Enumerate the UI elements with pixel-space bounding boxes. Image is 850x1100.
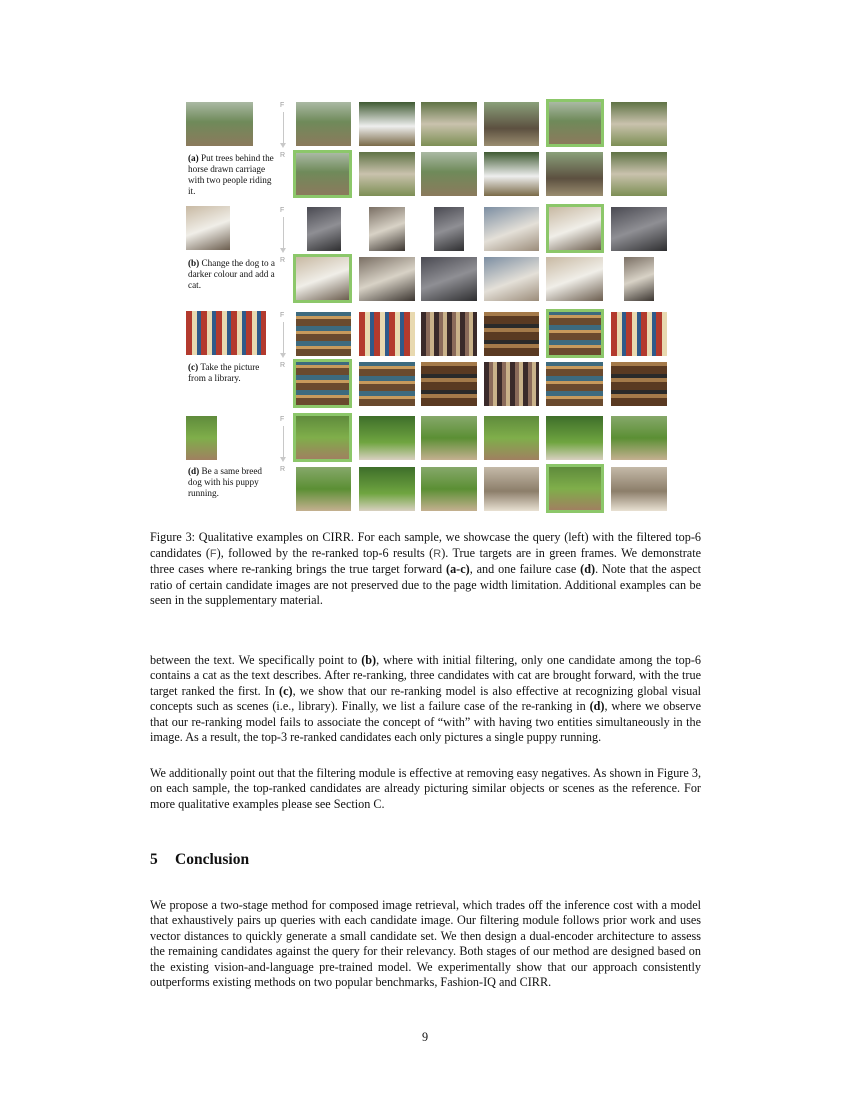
page-number: 9	[421, 1030, 429, 1044]
candidate-reranked-c-3	[421, 362, 477, 406]
row-label-filtered: F	[280, 416, 285, 423]
candidate-filtered-a-3	[421, 102, 477, 146]
candidate-reranked-c-4	[484, 362, 539, 406]
candidate-reranked-d-3	[421, 467, 477, 511]
row-label-filtered: F	[280, 102, 285, 109]
down-arrow-icon	[283, 217, 284, 249]
candidate-filtered-a-5-true-target	[546, 99, 604, 147]
candidate-filtered-c-4	[484, 312, 539, 356]
candidate-filtered-b-2	[369, 207, 405, 251]
row-label-reranked: R	[280, 466, 286, 473]
query-image-b	[186, 206, 230, 250]
row-label-filtered: F	[280, 312, 285, 319]
row-label-reranked: R	[280, 362, 286, 369]
candidate-reranked-b-3	[421, 257, 477, 301]
candidate-filtered-a-4	[484, 102, 539, 146]
row-label-reranked: R	[280, 257, 286, 264]
candidate-filtered-b-4	[484, 207, 539, 251]
query-image-d	[186, 416, 217, 460]
figure-3	[0, 0, 850, 520]
candidate-reranked-b-2	[359, 257, 415, 301]
down-arrow-icon	[283, 426, 284, 458]
down-arrow-icon	[283, 112, 284, 144]
candidate-reranked-c-1-true-target	[293, 359, 352, 408]
candidate-filtered-b-5-true-target	[546, 204, 604, 253]
query-caption-a: (a) Put trees behind the horse drawn carriage with two people riding it.	[188, 153, 274, 196]
candidate-filtered-b-1	[307, 207, 341, 251]
candidate-reranked-a-4	[484, 152, 539, 196]
candidate-filtered-d-2	[359, 416, 415, 460]
candidate-reranked-d-6	[611, 467, 667, 511]
query-caption-d: (d) Be a same breed dog with his puppy running.	[188, 466, 262, 498]
candidate-filtered-c-5-true-target	[546, 309, 604, 358]
query-caption-c: (c) Take the picture from a library.	[188, 362, 260, 383]
candidate-filtered-c-1	[296, 312, 351, 356]
candidate-reranked-a-6	[611, 152, 667, 196]
paragraph-conclusion: We propose a two-stage method for composed image retrieval, which trades off the inference cost with a model that exhaustively pairs up queries with each candidate image. Our filtering module follows prior work and uses vector distances to quickly generate a small candidate set. We then design a dual-encoder architecture to assess the remaining candidates against the query for their relevancy. Both stages of our method are designed based on the existing vision-and-language pre-trained model. We experimentally show that our approach consistently outperforms existing methods on two popular benchmarks, Fashion-IQ and CIRR.	[150, 898, 701, 990]
candidate-reranked-c-6	[611, 362, 667, 406]
candidate-filtered-c-6	[611, 312, 667, 356]
candidate-filtered-d-3	[421, 416, 477, 460]
candidate-filtered-c-2	[359, 312, 415, 356]
section-heading-conclusion: 5 Conclusion	[150, 851, 250, 868]
candidate-filtered-d-5	[546, 416, 603, 460]
candidate-filtered-a-6	[611, 102, 667, 146]
candidate-reranked-b-1-true-target	[293, 254, 352, 303]
row-label-filtered: F	[280, 207, 285, 214]
candidate-reranked-b-4	[484, 257, 539, 301]
candidate-reranked-d-5-true-target	[546, 464, 604, 513]
candidate-reranked-a-5	[546, 152, 603, 196]
candidate-reranked-d-1	[296, 467, 351, 511]
down-arrow-icon	[283, 322, 284, 354]
candidate-filtered-d-1-true-target	[293, 413, 352, 462]
query-caption-b: (b) Change the dog to a darker colour and add a cat.	[188, 258, 276, 290]
paragraph-discussion: between the text. We specifically point to (b), where with initial filtering, only one candidate among the top-6 contains a cat as the text describes. After re-ranking, three candidates with cat are brought forward, with the true target ranked the first. In (c), we show that our re-ranking model is also effective at recognizing global visual concepts such as scenes (i.e., library). Finally, we list a failure case of the re-ranking in (d), where we observe that our re-ranking model fails to associate the concept of “with” with having two entities simultaneously in the image. As a result, the top-3 re-ranked candidates each only pictures a single puppy running.	[150, 653, 702, 745]
candidate-filtered-a-1	[296, 102, 351, 146]
candidate-reranked-a-1-true-target	[293, 150, 352, 198]
row-label-reranked: R	[280, 152, 286, 159]
candidate-reranked-d-4	[484, 467, 539, 511]
candidate-filtered-d-6	[611, 416, 667, 460]
candidate-reranked-c-5	[546, 362, 603, 406]
candidate-filtered-b-3	[434, 207, 464, 251]
candidate-reranked-b-6	[624, 257, 654, 301]
paragraph-filtering: We additionally point out that the filtering module is effective at removing easy negatives. As shown in Figure 3, on each sample, the top-ranked candidates are already picturing similar objects or scenes as the reference. For more qualitative examples please see Section C.	[150, 766, 701, 811]
candidate-filtered-d-4	[484, 416, 539, 460]
candidate-reranked-c-2	[359, 362, 415, 406]
candidate-reranked-a-3	[421, 152, 477, 196]
candidate-filtered-c-3	[421, 312, 477, 356]
figure-caption: Figure 3: Qualitative examples on CIRR. For each sample, we showcase the query (left) with the filtered top-6 candidates (F), followed by the re-ranked top-6 results (R). True targets are in green frames. We demonstrate three cases where re-ranking brings the true target forward (a-c), and one failure case (d). Note that the aspect ratio of certain candidate images are not preserved due to the page width limitation. Additional examples can be seen in the supplementary material.	[150, 530, 702, 608]
candidate-reranked-a-2	[359, 152, 415, 196]
query-image-c	[186, 311, 266, 355]
candidate-filtered-b-6	[611, 207, 667, 251]
candidate-reranked-d-2	[359, 467, 415, 511]
query-image-a	[186, 102, 253, 146]
candidate-filtered-a-2	[359, 102, 415, 146]
candidate-reranked-b-5	[546, 257, 603, 301]
